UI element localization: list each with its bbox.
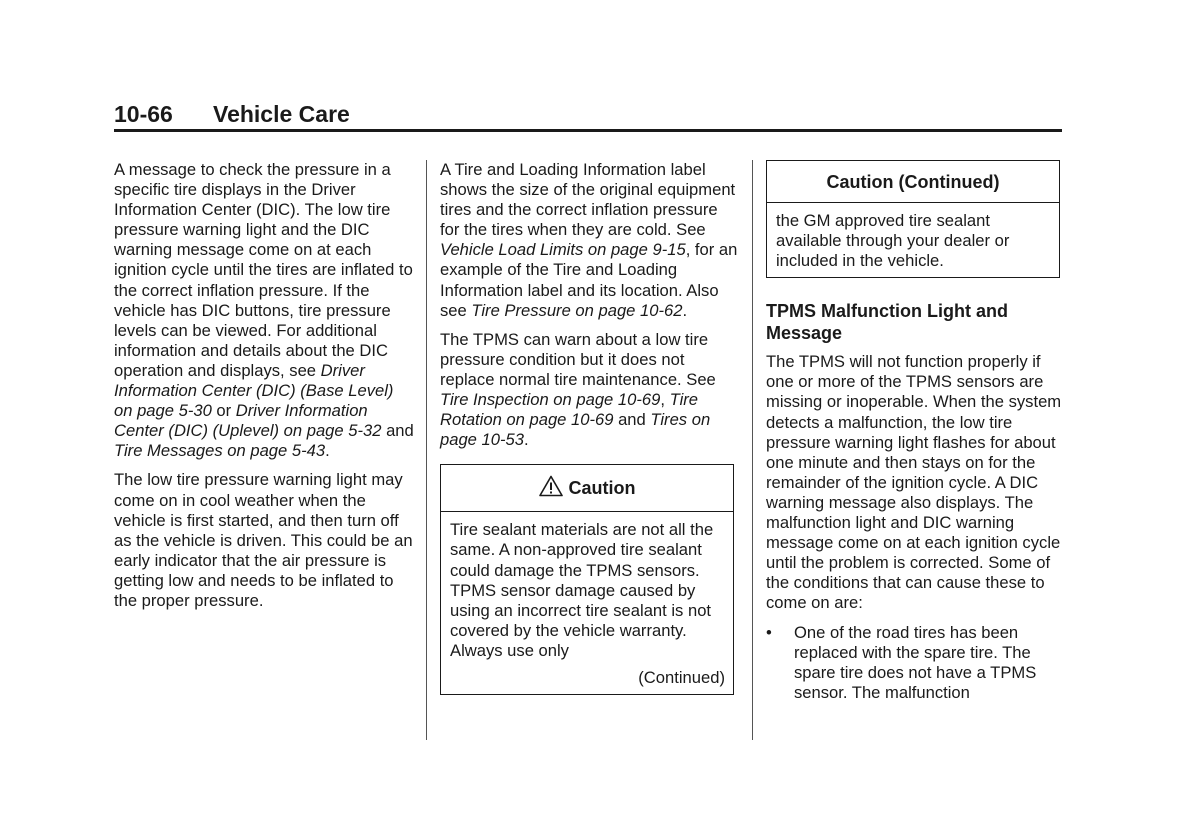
caution-text: Tire sealant materials are not all the same. A non-approved tire sealant could damage the TPMS sensors. TPMS sensor damage caused by using an incorrect tire sealant is not covered by the vehicle warranty. Always use only bbox=[450, 520, 714, 660]
bullet-item bbox=[766, 623, 1066, 703]
caution-continued-box bbox=[766, 160, 1060, 278]
paragraph bbox=[440, 330, 740, 451]
bullet-text: One of the road tires has been replaced with the spare tire. The spare tire does not have a TPMS sensor. The malfunction bbox=[794, 622, 1037, 702]
continued-label: (Continued) bbox=[638, 667, 725, 687]
header-text bbox=[114, 100, 1062, 128]
column-divider-2 bbox=[752, 160, 753, 740]
text: , bbox=[660, 390, 670, 410]
column-1 bbox=[114, 160, 414, 611]
text: A Tire and Loading Information label shows the size of the original equipment tires and the correct inflation pressure for the tires when they are cold. See bbox=[440, 160, 736, 240]
caution-body bbox=[441, 512, 733, 694]
text: , for an example of the Tire and Loading Information label and its location. Also see bbox=[440, 240, 738, 320]
paragraph: The low tire pressure warning light may come on in cool weather when the vehicle is first started, and then turn off as the vehicle is driven. This could be an early indicator that the air pressure is getting low and needs to be inflated to the proper pressure. bbox=[114, 470, 413, 610]
caution-box bbox=[440, 464, 734, 695]
text: or bbox=[211, 401, 236, 421]
subsection-heading: TPMS Malfunction Light and Message bbox=[766, 301, 1008, 344]
caution-continued-title: Caution (Continued) bbox=[767, 161, 1059, 203]
page-number: 10-66 bbox=[114, 101, 173, 127]
cross-reference[interactable]: Driver Information Center (DIC) (Base Level) on page 5-30 bbox=[114, 360, 394, 421]
caution-title bbox=[441, 465, 733, 512]
paragraph bbox=[440, 160, 740, 321]
paragraph bbox=[114, 160, 414, 461]
bullet-mark: • bbox=[766, 622, 772, 642]
cross-reference[interactable]: Driver Information Center (DIC) (Uplevel) on page 5-32 bbox=[114, 401, 382, 441]
text: and bbox=[613, 410, 651, 430]
text: The TPMS can warn about a low tire pressure condition but it does not replace normal tire maintenance. See bbox=[440, 329, 716, 389]
column-divider-1 bbox=[426, 160, 427, 740]
cross-reference[interactable]: Tire Messages on page 5-43 bbox=[114, 441, 326, 461]
caution-continued-text: the GM approved tire sealant available through your dealer or included in the vehicle. bbox=[776, 211, 1010, 271]
text: . bbox=[325, 441, 330, 461]
cross-reference[interactable]: Tire Pressure on page 10-62 bbox=[471, 300, 683, 320]
cross-reference[interactable]: Tire Rotation on page 10-69 bbox=[440, 390, 699, 430]
text: and bbox=[381, 421, 414, 441]
cross-reference[interactable]: Tire Inspection on page 10-69 bbox=[440, 390, 661, 410]
page-header bbox=[114, 100, 1062, 132]
column-2 bbox=[440, 160, 740, 695]
cross-reference[interactable]: Vehicle Load Limits on page 9-15 bbox=[440, 240, 686, 260]
section-title: Vehicle Care bbox=[213, 101, 350, 127]
warning-triangle-icon bbox=[539, 475, 563, 502]
caution-label: Caution bbox=[568, 478, 636, 499]
text: A message to check the pressure in a specific tire displays in the Driver Information Center (DIC). The low tire pressure warning light and the DIC warning message come on at each ignition cycle until the tires are inflated to the correct inflation pressure. If the vehicle has DIC buttons, tire pressure levels can be viewed. For additional information and details about the DIC operation and displays, see bbox=[114, 160, 413, 380]
column-3 bbox=[766, 160, 1066, 703]
text: . bbox=[682, 300, 688, 320]
cross-reference[interactable]: Tires on page 10-53 bbox=[440, 410, 711, 450]
text: . bbox=[523, 430, 529, 450]
header-rule bbox=[114, 129, 1062, 132]
paragraph: The TPMS will not function properly if one or more of the TPMS sensors are missing or inoperable. When the system detects a malfunction, the low tire pressure warning light flashes for about one minute and then stays on for the remainder of the ignition cycle. A DIC warning message also displays. The malfunction light and DIC warning message come on at each ignition cycle until the problem is corrected. Some of the conditions that can cause these to come on are: bbox=[766, 352, 1062, 613]
